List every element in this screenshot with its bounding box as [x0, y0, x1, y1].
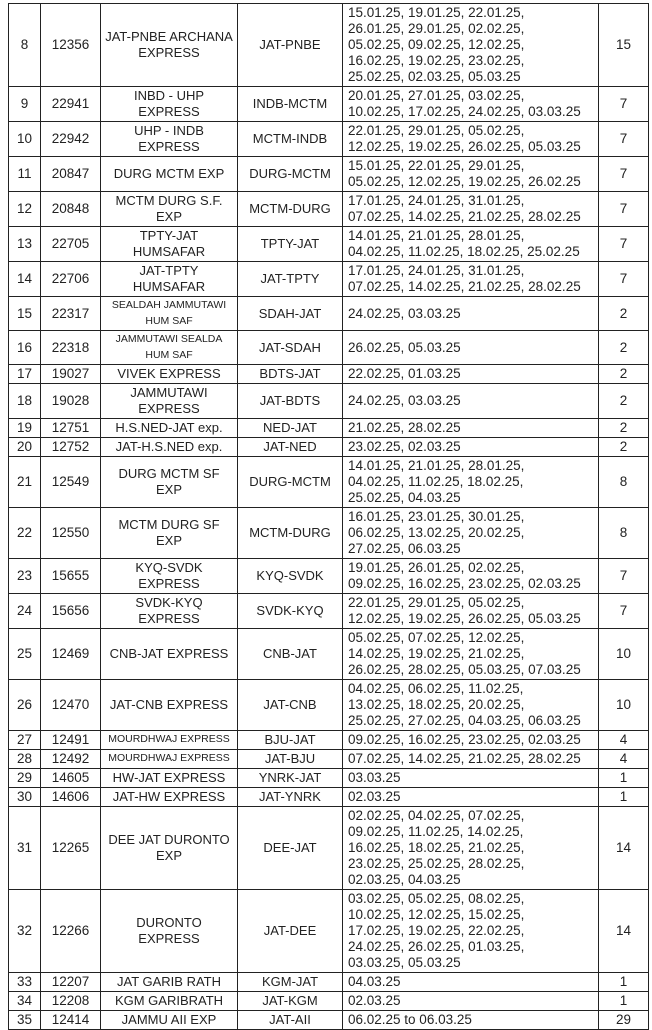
train-number-cell: 12491 [41, 731, 101, 750]
serial-number-cell: 24 [9, 594, 41, 629]
train-name-cell: JAMMU AII EXP [101, 1011, 238, 1030]
date-line: 25.02.25, 04.03.25 [348, 490, 461, 505]
date-line: 02.02.25, 04.02.25, 07.02.25, [348, 808, 525, 823]
table-row [9, 262, 649, 297]
serial-number-cell: 17 [9, 365, 41, 384]
train-name-cell: JAT-TPTY HUMSAFAR [101, 262, 238, 297]
train-name-cell: MOURDHWAJ EXPRESS [101, 731, 238, 750]
dates-cell [343, 297, 599, 331]
dates-cell [343, 992, 599, 1011]
trip-count-cell: 7 [599, 87, 649, 122]
date-line: 07.02.25, 14.02.25, 21.02.25, 28.02.25 [348, 751, 581, 766]
trip-count-cell: 2 [599, 419, 649, 438]
trip-count-cell: 2 [599, 331, 649, 365]
serial-number-cell: 27 [9, 731, 41, 750]
table-row [9, 457, 649, 508]
table-row [9, 297, 649, 331]
dates-cell [343, 731, 599, 750]
dates-cell [343, 192, 599, 227]
train-name-cell: DURG MCTM SF EXP [101, 457, 238, 508]
dates-cell [343, 680, 599, 731]
serial-number-cell: 30 [9, 788, 41, 807]
date-line: 14.01.25, 21.01.25, 28.01.25, [348, 228, 525, 243]
date-line: 04.02.25, 11.02.25, 18.02.25, 25.02.25 [348, 244, 580, 259]
date-line: 16.02.25, 19.02.25, 23.02.25, [348, 53, 525, 68]
serial-number-cell: 31 [9, 807, 41, 890]
date-line: 23.02.25, 02.03.25 [348, 439, 461, 454]
date-line: 23.02.25, 25.02.25, 28.02.25, [348, 856, 525, 871]
train-number-cell: 22317 [41, 297, 101, 331]
train-number-cell: 22942 [41, 122, 101, 157]
route-cell: SVDK-KYQ [238, 594, 343, 629]
date-line: 04.02.25, 11.02.25, 18.02.25, [348, 474, 524, 489]
table-row [9, 594, 649, 629]
date-line: 10.02.25, 12.02.25, 15.02.25, [348, 907, 525, 922]
route-cell: JAT-BJU [238, 750, 343, 769]
date-line: 17.01.25, 24.01.25, 31.01.25, [348, 193, 525, 208]
table-row [9, 992, 649, 1011]
train-number-cell: 12208 [41, 992, 101, 1011]
date-line: 07.02.25, 14.02.25, 21.02.25, 28.02.25 [348, 209, 581, 224]
dates-cell [343, 365, 599, 384]
date-line: 19.01.25, 26.01.25, 02.02.25, [348, 560, 525, 575]
trip-count-cell: 2 [599, 365, 649, 384]
train-number-cell: 12266 [41, 890, 101, 973]
table-row [9, 227, 649, 262]
route-cell: KGM-JAT [238, 973, 343, 992]
train-name-cell: INBD - UHP EXPRESS [101, 87, 238, 122]
trip-count-cell: 14 [599, 807, 649, 890]
route-cell: NED-JAT [238, 419, 343, 438]
trip-count-cell: 7 [599, 122, 649, 157]
dates-cell [343, 973, 599, 992]
date-line: 17.02.25, 19.02.25, 22.02.25, [348, 923, 525, 938]
dates-cell [343, 508, 599, 559]
train-number-cell: 12550 [41, 508, 101, 559]
date-line: 22.01.25, 29.01.25, 05.02.25, [348, 595, 525, 610]
trip-count-cell: 2 [599, 384, 649, 419]
date-line: 13.02.25, 18.02.25, 20.02.25, [348, 697, 525, 712]
dates-cell [343, 769, 599, 788]
date-line: 05.02.25, 12.02.25, 19.02.25, 26.02.25 [348, 174, 581, 189]
train-name-cell: MOURDHWAJ EXPRESS [101, 750, 238, 769]
table-row [9, 331, 649, 365]
route-cell: INDB-MCTM [238, 87, 343, 122]
dates-cell [343, 4, 599, 87]
train-number-cell: 19028 [41, 384, 101, 419]
route-cell: KYQ-SVDK [238, 559, 343, 594]
train-name-cell: JAT-HW EXPRESS [101, 788, 238, 807]
train-number-cell: 12549 [41, 457, 101, 508]
serial-number-cell: 10 [9, 122, 41, 157]
table-row [9, 365, 649, 384]
date-line: 26.01.25, 29.01.25, 02.02.25, [348, 21, 525, 36]
train-name-cell: DURG MCTM EXP [101, 157, 238, 192]
route-cell: TPTY-JAT [238, 227, 343, 262]
dates-cell [343, 750, 599, 769]
train-name-cell: CNB-JAT EXPRESS [101, 629, 238, 680]
serial-number-cell: 18 [9, 384, 41, 419]
table-row [9, 731, 649, 750]
train-number-cell: 12470 [41, 680, 101, 731]
date-line: 25.02.25, 27.02.25, 04.03.25, 06.03.25 [348, 713, 581, 728]
date-line: 26.02.25, 28.02.25, 05.03.25, 07.03.25 [348, 662, 581, 677]
serial-number-cell: 12 [9, 192, 41, 227]
table-row [9, 788, 649, 807]
dates-cell [343, 807, 599, 890]
table-row [9, 559, 649, 594]
train-number-cell: 22941 [41, 87, 101, 122]
dates-cell [343, 419, 599, 438]
date-line: 06.02.25 to 06.03.25 [348, 1012, 472, 1027]
train-name-cell: JAT-PNBE ARCHANA EXPRESS [101, 4, 238, 87]
date-line: 04.03.25 [348, 974, 401, 989]
train-name-cell: JAT GARIB RATH [101, 973, 238, 992]
train-name-cell: MCTM DURG SF EXP [101, 508, 238, 559]
date-line: 17.01.25, 24.01.25, 31.01.25, [348, 263, 525, 278]
dates-cell [343, 890, 599, 973]
table-body [9, 4, 649, 1030]
serial-number-cell: 13 [9, 227, 41, 262]
date-line: 06.02.25, 13.02.25, 20.02.25, [348, 525, 525, 540]
date-line: 22.02.25, 01.03.25 [348, 366, 461, 381]
route-cell: JAT-BDTS [238, 384, 343, 419]
train-number-cell: 22318 [41, 331, 101, 365]
date-line: 24.02.25, 03.03.25 [348, 305, 461, 321]
route-cell: BDTS-JAT [238, 365, 343, 384]
trip-count-cell: 8 [599, 457, 649, 508]
serial-number-cell: 21 [9, 457, 41, 508]
table-row [9, 973, 649, 992]
serial-number-cell: 33 [9, 973, 41, 992]
serial-number-cell: 28 [9, 750, 41, 769]
serial-number-cell: 19 [9, 419, 41, 438]
date-line: 14.01.25, 21.01.25, 28.01.25, [348, 458, 525, 473]
table-row [9, 629, 649, 680]
serial-number-cell: 9 [9, 87, 41, 122]
train-name-cell: H.S.NED-JAT exp. [101, 419, 238, 438]
train-name-cell: DEE JAT DURONTO EXP [101, 807, 238, 890]
route-cell: BJU-JAT [238, 731, 343, 750]
date-line: 04.02.25, 06.02.25, 11.02.25, [348, 681, 524, 696]
train-name-cell: MCTM DURG S.F. EXP [101, 192, 238, 227]
dates-cell [343, 559, 599, 594]
train-number-cell: 12751 [41, 419, 101, 438]
dates-cell [343, 331, 599, 365]
table-row [9, 807, 649, 890]
date-line: 07.02.25, 14.02.25, 21.02.25, 28.02.25 [348, 279, 581, 294]
date-line: 22.01.25, 29.01.25, 05.02.25, [348, 123, 525, 138]
route-cell: JAT-NED [238, 438, 343, 457]
dates-cell [343, 438, 599, 457]
dates-cell [343, 788, 599, 807]
train-name-cell: KGM GARIBRATH [101, 992, 238, 1011]
dates-cell [343, 594, 599, 629]
date-line: 09.02.25, 16.02.25, 23.02.25, 02.03.25 [348, 732, 581, 747]
date-line: 10.02.25, 17.02.25, 24.02.25, 03.03.25 [348, 104, 581, 119]
train-name-cell: JAMMUTAWI SEALDA HUM SAF [101, 331, 238, 365]
trip-count-cell: 15 [599, 4, 649, 87]
route-cell: JAT-KGM [238, 992, 343, 1011]
trip-count-cell: 1 [599, 992, 649, 1011]
serial-number-cell: 8 [9, 4, 41, 87]
route-cell: JAT-TPTY [238, 262, 343, 297]
date-line: 27.02.25, 06.03.25 [348, 541, 461, 556]
table-row [9, 769, 649, 788]
train-number-cell: 15655 [41, 559, 101, 594]
train-name-cell: UHP - INDB EXPRESS [101, 122, 238, 157]
dates-cell [343, 157, 599, 192]
trip-count-cell: 1 [599, 973, 649, 992]
table-row [9, 1011, 649, 1030]
train-number-cell: 14606 [41, 788, 101, 807]
train-name-cell: TPTY-JAT HUMSAFAR [101, 227, 238, 262]
train-number-cell: 22706 [41, 262, 101, 297]
route-cell: DEE-JAT [238, 807, 343, 890]
trip-count-cell: 1 [599, 769, 649, 788]
route-cell: JAT-AII [238, 1011, 343, 1030]
table-row [9, 508, 649, 559]
dates-cell [343, 227, 599, 262]
table-row [9, 192, 649, 227]
route-cell: YNRK-JAT [238, 769, 343, 788]
train-number-cell: 20848 [41, 192, 101, 227]
date-line: 03.03.25, 05.03.25 [348, 955, 461, 970]
dates-cell [343, 457, 599, 508]
date-line: 09.02.25, 16.02.25, 23.02.25, 02.03.25 [348, 576, 581, 591]
route-cell: MCTM-DURG [238, 192, 343, 227]
train-name-cell: JAT-CNB EXPRESS [101, 680, 238, 731]
serial-number-cell: 20 [9, 438, 41, 457]
trip-count-cell: 4 [599, 750, 649, 769]
date-line: 14.02.25, 19.02.25, 21.02.25, [348, 646, 525, 661]
serial-number-cell: 26 [9, 680, 41, 731]
trip-count-cell: 7 [599, 559, 649, 594]
serial-number-cell: 29 [9, 769, 41, 788]
date-line: 26.02.25, 05.03.25 [348, 339, 461, 355]
trip-count-cell: 7 [599, 157, 649, 192]
train-number-cell: 12265 [41, 807, 101, 890]
serial-number-cell: 15 [9, 297, 41, 331]
dates-cell [343, 1011, 599, 1030]
train-name-cell: DURONTO EXPRESS [101, 890, 238, 973]
table-row [9, 384, 649, 419]
dates-cell [343, 629, 599, 680]
date-line: 05.02.25, 07.02.25, 12.02.25, [348, 630, 525, 645]
serial-number-cell: 32 [9, 890, 41, 973]
table-row [9, 122, 649, 157]
dates-cell [343, 87, 599, 122]
route-cell: JAT-YNRK [238, 788, 343, 807]
date-line: 25.02.25, 02.03.25, 05.03.25 [348, 69, 521, 84]
train-name-cell: KYQ-SVDK EXPRESS [101, 559, 238, 594]
route-cell: JAT-PNBE [238, 4, 343, 87]
date-line: 15.01.25, 19.01.25, 22.01.25, [348, 5, 525, 20]
serial-number-cell: 11 [9, 157, 41, 192]
date-line: 24.02.25, 26.02.25, 01.03.25, [348, 939, 525, 954]
route-cell: JAT-CNB [238, 680, 343, 731]
date-line: 20.01.25, 27.01.25, 03.02.25, [348, 88, 525, 103]
table-row [9, 438, 649, 457]
date-line: 02.03.25, 04.03.25 [348, 872, 461, 887]
date-line: 15.01.25, 22.01.25, 29.01.25, [348, 158, 525, 173]
train-name-cell: SEALDAH JAMMUTAWI HUM SAF [101, 297, 238, 331]
trip-count-cell: 7 [599, 262, 649, 297]
train-name-cell: JAMMUTAWI EXPRESS [101, 384, 238, 419]
route-cell: JAT-DEE [238, 890, 343, 973]
trip-count-cell: 2 [599, 297, 649, 331]
trip-count-cell: 7 [599, 227, 649, 262]
date-line: 03.03.25 [348, 770, 401, 785]
train-schedule-table [8, 3, 649, 1030]
route-cell: JAT-SDAH [238, 331, 343, 365]
trip-count-cell: 29 [599, 1011, 649, 1030]
route-cell: MCTM-INDB [238, 122, 343, 157]
table-row [9, 157, 649, 192]
date-line: 24.02.25, 03.03.25 [348, 393, 461, 408]
trip-count-cell: 2 [599, 438, 649, 457]
dates-cell [343, 262, 599, 297]
serial-number-cell: 23 [9, 559, 41, 594]
date-line: 02.03.25 [348, 993, 401, 1008]
trip-count-cell: 1 [599, 788, 649, 807]
trip-count-cell: 10 [599, 629, 649, 680]
date-line: 12.02.25, 19.02.25, 26.02.25, 05.03.25 [348, 139, 581, 154]
serial-number-cell: 35 [9, 1011, 41, 1030]
serial-number-cell: 14 [9, 262, 41, 297]
train-name-cell: SVDK-KYQ EXPRESS [101, 594, 238, 629]
serial-number-cell: 16 [9, 331, 41, 365]
trip-count-cell: 10 [599, 680, 649, 731]
route-cell: SDAH-JAT [238, 297, 343, 331]
train-number-cell: 14605 [41, 769, 101, 788]
train-number-cell: 15656 [41, 594, 101, 629]
train-name-cell: VIVEK EXPRESS [101, 365, 238, 384]
table-row [9, 750, 649, 769]
route-cell: DURG-MCTM [238, 457, 343, 508]
trip-count-cell: 4 [599, 731, 649, 750]
train-number-cell: 12207 [41, 973, 101, 992]
trip-count-cell: 7 [599, 594, 649, 629]
date-line: 12.02.25, 19.02.25, 26.02.25, 05.03.25 [348, 611, 581, 626]
route-cell: DURG-MCTM [238, 157, 343, 192]
train-number-cell: 22705 [41, 227, 101, 262]
table-row [9, 890, 649, 973]
train-name-cell: JAT-H.S.NED exp. [101, 438, 238, 457]
date-line: 03.02.25, 05.02.25, 08.02.25, [348, 891, 525, 906]
serial-number-cell: 25 [9, 629, 41, 680]
dates-cell [343, 384, 599, 419]
date-line: 16.01.25, 23.01.25, 30.01.25, [348, 509, 525, 524]
date-line: 21.02.25, 28.02.25 [348, 420, 461, 435]
train-number-cell: 19027 [41, 365, 101, 384]
route-cell: MCTM-DURG [238, 508, 343, 559]
trip-count-cell: 14 [599, 890, 649, 973]
train-number-cell: 12469 [41, 629, 101, 680]
table-row [9, 419, 649, 438]
route-cell: CNB-JAT [238, 629, 343, 680]
dates-cell [343, 122, 599, 157]
table-row [9, 4, 649, 87]
train-number-cell: 20847 [41, 157, 101, 192]
train-number-cell: 12414 [41, 1011, 101, 1030]
table-row [9, 87, 649, 122]
trip-count-cell: 7 [599, 192, 649, 227]
serial-number-cell: 22 [9, 508, 41, 559]
date-line: 09.02.25, 11.02.25, 14.02.25, [348, 824, 524, 839]
train-number-cell: 12752 [41, 438, 101, 457]
table-row [9, 680, 649, 731]
serial-number-cell: 34 [9, 992, 41, 1011]
trip-count-cell: 8 [599, 508, 649, 559]
train-number-cell: 12492 [41, 750, 101, 769]
train-number-cell: 12356 [41, 4, 101, 87]
date-line: 16.02.25, 18.02.25, 21.02.25, [348, 840, 525, 855]
date-line: 05.02.25, 09.02.25, 12.02.25, [348, 37, 525, 52]
date-line: 02.03.25 [348, 789, 401, 804]
train-name-cell: HW-JAT EXPRESS [101, 769, 238, 788]
